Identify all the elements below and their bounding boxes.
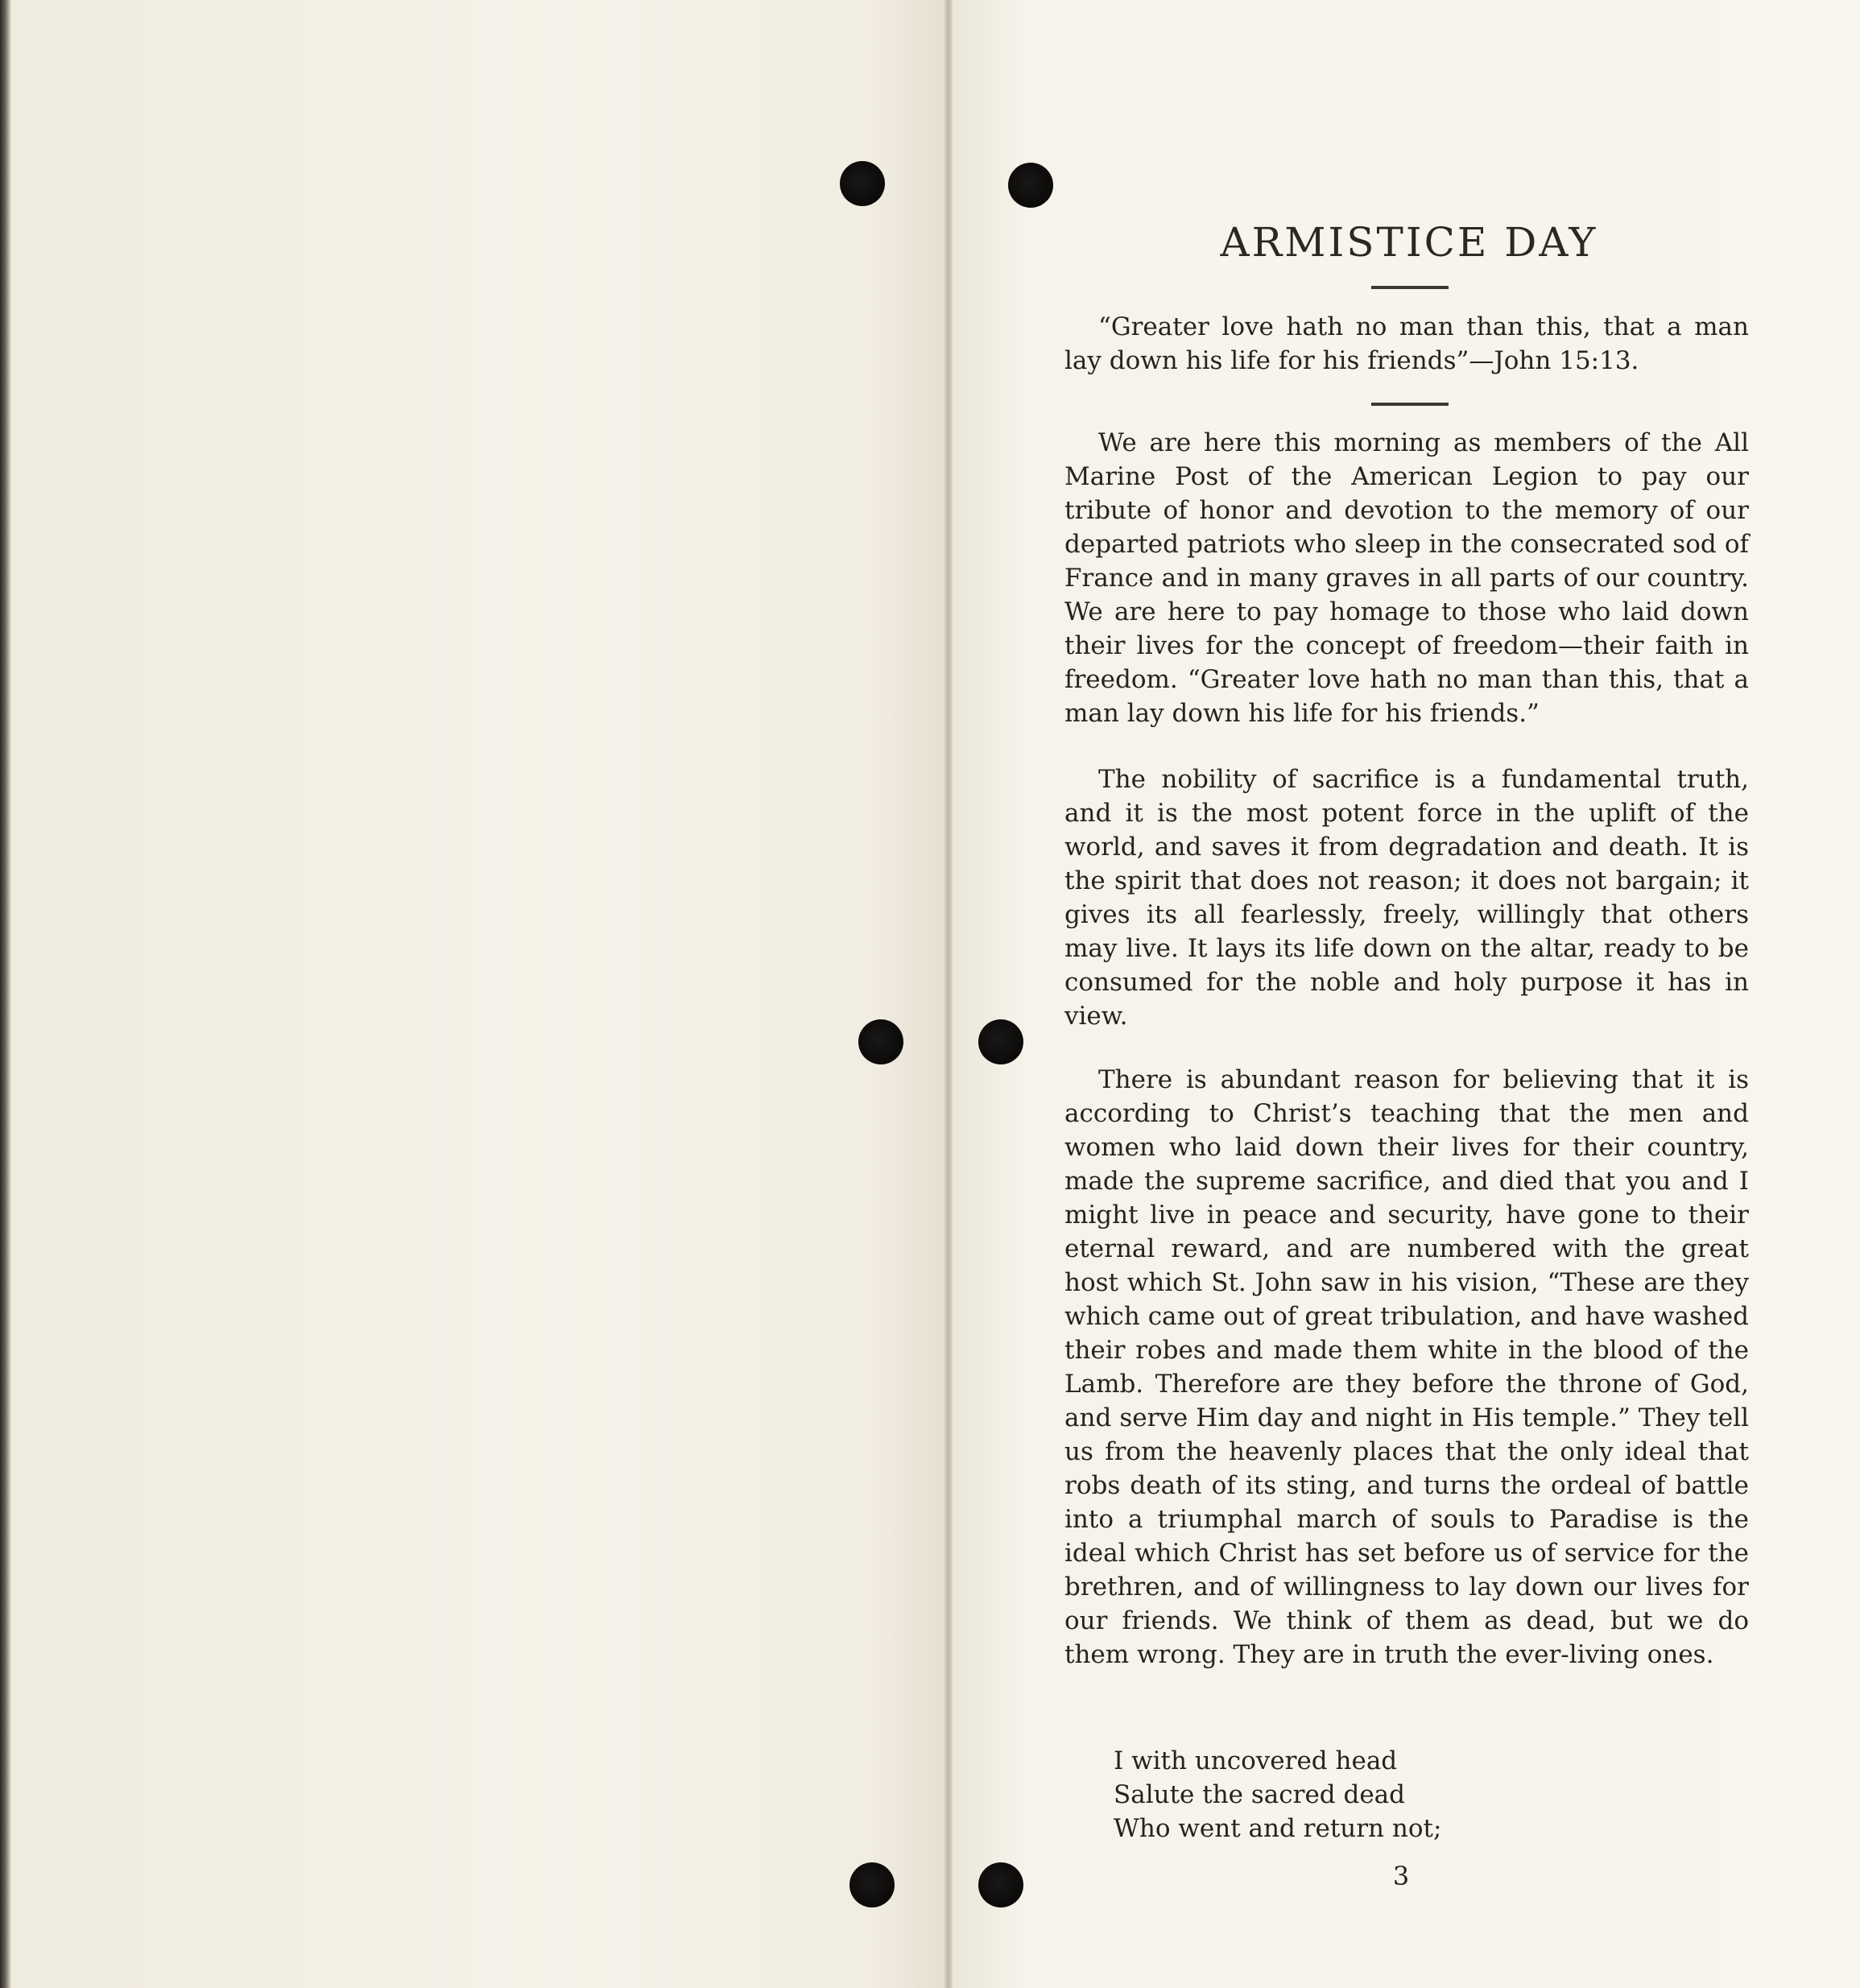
paragraph-2: The nobility of sacrifice is a fundamental truth, and it is the most potent force in the uplift of the world, and saves it from degradation and death. It is the spirit that does not reason; it does not bargain; it gives its all fearlessly, freely, willingly that others may live. It lays its life down on the altar, ready to be consumed for the noble and holy purpose it has in view. [1064, 765, 1749, 1031]
verse-block [1114, 1744, 1677, 1845]
binder-hole-right-middle [978, 1019, 1023, 1064]
verse-line: Who went and return not; [1114, 1814, 1442, 1843]
paragraph-3: There is abundant reason for believing that it is according to Christ’s teaching that the men and women who laid down their lives for their country, made the supreme sacrifice, and died that you and I might live in peace and security, have gone to their eternal reward, and are numbered with the great host which St. John saw in his vision, “These are they which came out of great tribulation, and have washed their robes and made them white in the blood of the Lamb. Therefore are they before the throne of God, and serve Him day and night in His temple.” They tell us from the heavenly places that the only ideal that robs death of its sting, and turns the ordeal of battle into a triumphal march of souls to Paradise is the ideal which Christ has set before us of service for the brethren, and of willingness to lay down our lives for our friends. We think of them as dead, but we do them wrong. They are in truth the ever-living ones. [1064, 1065, 1749, 1669]
verse-line: Salute the sacred dead [1114, 1780, 1406, 1809]
binder-hole-left-top [840, 161, 885, 206]
title-rule [1371, 286, 1449, 289]
epigraph: “Greater love hath no man than this, that a man lay down his life for his friends”—John 15:13. [1064, 312, 1749, 375]
binder-hole-left-middle [858, 1019, 903, 1064]
epigraph-rule [1371, 403, 1449, 406]
book-gutter [944, 0, 953, 1988]
paragraph-1: We are here this morning as members of the All Marine Post of the American Legion to pay our tribute of honor and devotion to the memory of our departed patriots who sleep in the consecrated sod of France and in many graves in all parts of our country. We are here to pay homage to those who laid down their lives for the concept of freedom—their faith in freedom. “Greater love hath no man than this, that a man lay down his life for his friends.” [1064, 428, 1749, 728]
verse-line: I with uncovered head [1114, 1746, 1398, 1775]
page-title: ARMISTICE DAY [1220, 219, 1598, 266]
binder-hole-right-top [1008, 163, 1053, 208]
binder-hole-left-bottom [849, 1862, 895, 1907]
left-page-edge [0, 0, 11, 1988]
page-number: 3 [1392, 1861, 1410, 1891]
binder-hole-right-bottom [978, 1862, 1023, 1907]
